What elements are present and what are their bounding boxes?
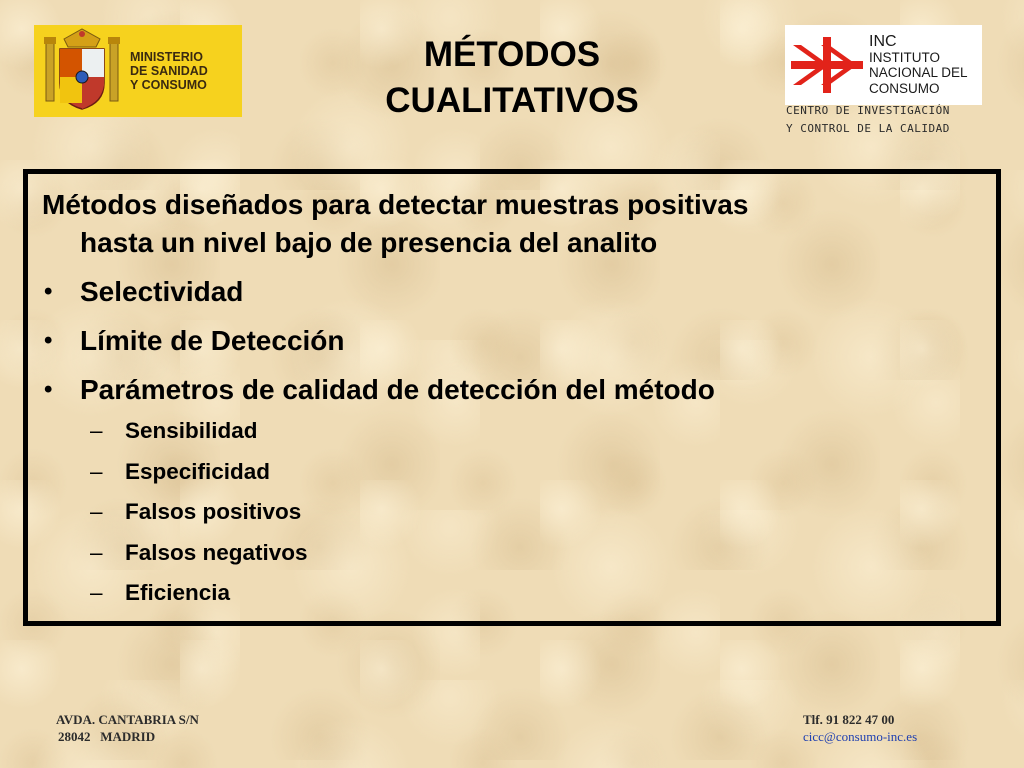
sub-bullet-text: Sensibilidad <box>125 418 258 443</box>
title-line-1: MÉTODOS <box>423 35 601 74</box>
ministry-line-1: MINISTERIO <box>130 50 203 64</box>
bullet-text: Límite de Detección <box>80 325 345 356</box>
dash-icon: – <box>90 458 103 484</box>
sub-bullet-text: Eficiencia <box>125 580 231 605</box>
inc-line-2: NACIONAL DEL <box>869 65 968 80</box>
inc-center-caption <box>786 102 996 138</box>
inc-abbreviation: INC <box>869 33 897 50</box>
inc-center-line-1: CENTRO DE INVESTIGACIÓN <box>786 104 950 117</box>
ministry-line-3: Y CONSUMO <box>130 78 207 92</box>
inc-line-1: INSTITUTO <box>869 49 941 65</box>
bullet-text: Selectividad <box>80 276 244 307</box>
dash-icon: – <box>90 539 103 565</box>
intro-line-1: Métodos diseñados para detectar muestras positivas <box>42 189 749 220</box>
sub-bullet-text: Especificidad <box>125 458 271 484</box>
footer-contact <box>803 711 917 745</box>
title-line-2: CUALITATIVOS <box>385 81 639 120</box>
dash-icon: – <box>90 499 103 524</box>
intro-line-2: hasta un nivel bajo de presencia del analito <box>80 227 658 258</box>
bullet-icon: • <box>44 376 53 403</box>
coat-of-arms-icon <box>42 25 122 117</box>
content-box <box>23 169 1001 626</box>
inc-emblem-icon <box>791 35 863 95</box>
footer-address <box>56 711 199 745</box>
sub-bullet-text: Falsos positivos <box>125 499 302 524</box>
inc-line-3: CONSUMO <box>869 80 940 96</box>
ministry-line-2: DE SANIDAD <box>130 64 208 78</box>
contact-phone: Tlf. 91 822 47 00 <box>803 712 895 727</box>
slide-title <box>300 32 724 124</box>
ministry-logo <box>34 25 242 117</box>
bullet-text: Parámetros de calidad de detección del método <box>80 374 715 405</box>
bullet-icon: • <box>44 278 53 305</box>
dash-icon: – <box>90 418 103 443</box>
intro-text <box>42 186 942 262</box>
sub-bullet-text: Falsos negativos <box>125 539 308 565</box>
contact-email-link[interactable]: cicc@consumo-inc.es <box>803 729 918 744</box>
address-street: AVDA. CANTABRIA S/N <box>56 712 199 727</box>
address-city: 28042 MADRID <box>58 729 156 744</box>
inc-center-line-2: Y CONTROL DE LA CALIDAD <box>786 122 950 135</box>
bullet-icon: • <box>44 327 53 354</box>
dash-icon: – <box>90 580 103 605</box>
inc-logo <box>785 25 982 105</box>
